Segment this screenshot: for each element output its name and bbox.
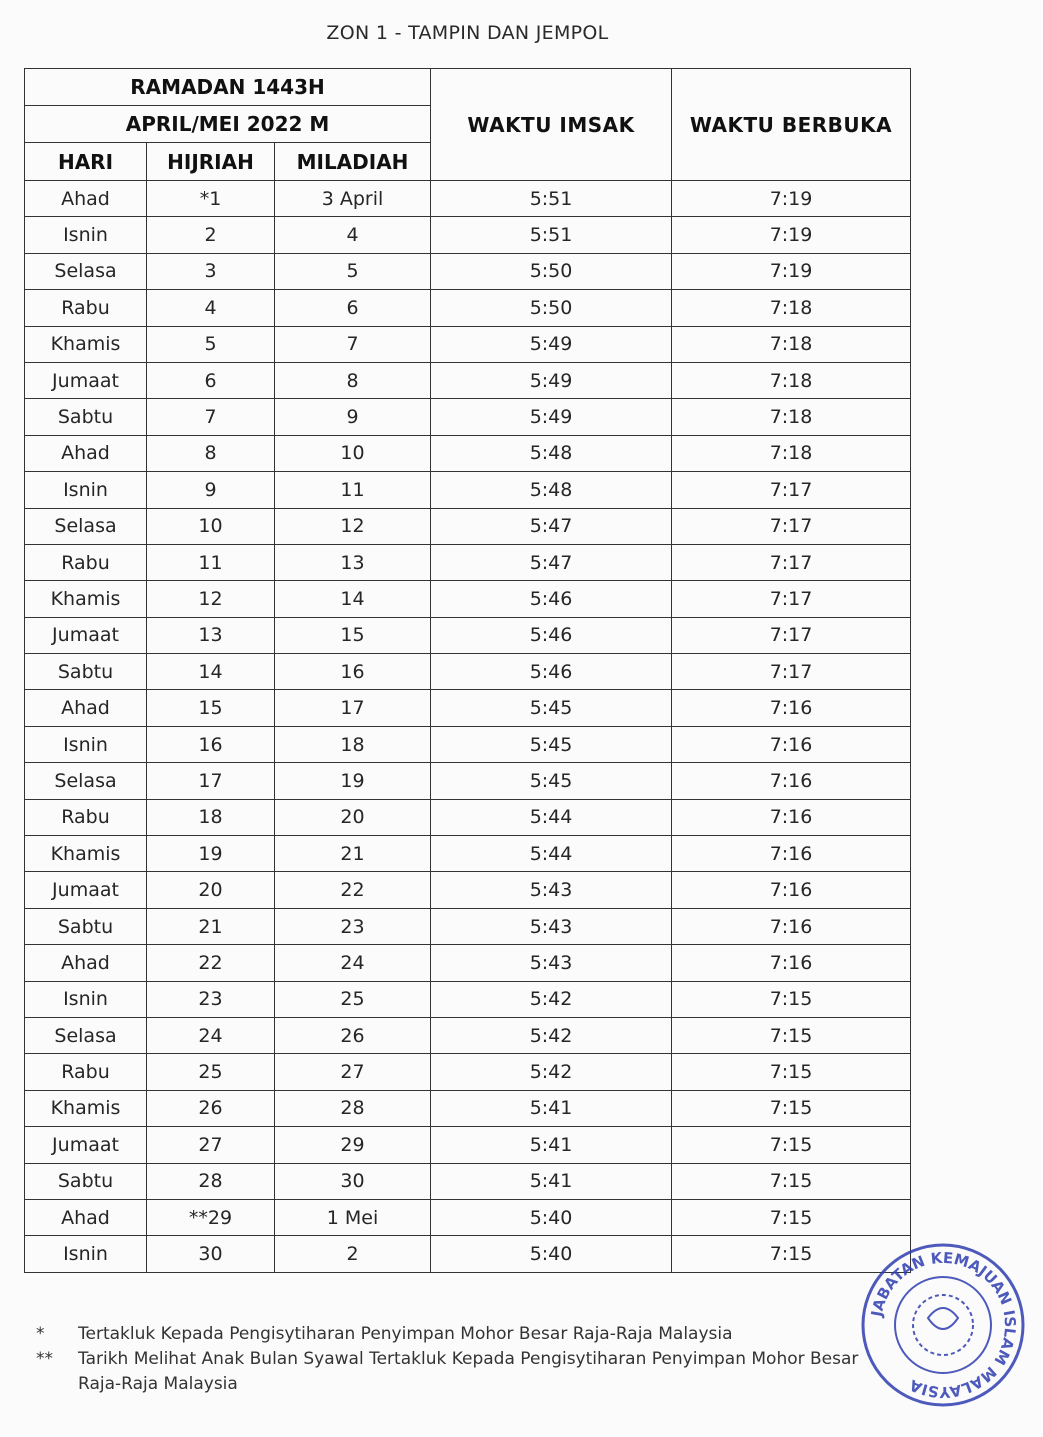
- cell-imsak: 5:45: [431, 690, 672, 726]
- table-row: [25, 1127, 911, 1163]
- schedule-body: [25, 181, 911, 1273]
- cell-imsak: 5:42: [431, 1017, 672, 1053]
- cell-hijriah: *1: [147, 181, 275, 217]
- cell-imsak: 5:41: [431, 1090, 672, 1126]
- cell-imsak: 5:49: [431, 326, 672, 362]
- cell-hari: Isnin: [25, 981, 147, 1017]
- cell-miladiah: 14: [275, 581, 431, 617]
- cell-imsak: 5:49: [431, 362, 672, 398]
- cell-hijriah: 25: [147, 1054, 275, 1090]
- cell-hari: Rabu: [25, 544, 147, 580]
- table-row: [25, 1017, 911, 1053]
- cell-miladiah: 24: [275, 945, 431, 981]
- cell-hari: Ahad: [25, 1199, 147, 1235]
- table-row: [25, 1163, 911, 1199]
- table-row: [25, 654, 911, 690]
- cell-imsak: 5:46: [431, 617, 672, 653]
- cell-berbuka: 7:16: [672, 690, 911, 726]
- cell-berbuka: 7:15: [672, 1236, 911, 1272]
- cell-hari: Rabu: [25, 1054, 147, 1090]
- cell-miladiah: 11: [275, 472, 431, 508]
- header-period: APRIL/MEI 2022 M: [25, 106, 431, 143]
- cell-hijriah: 28: [147, 1163, 275, 1199]
- table-row: [25, 290, 911, 326]
- cell-berbuka: 7:15: [672, 1090, 911, 1126]
- cell-imsak: 5:49: [431, 399, 672, 435]
- ramadan-schedule-table: [24, 68, 911, 1273]
- table-row: [25, 508, 911, 544]
- cell-imsak: 5:40: [431, 1236, 672, 1272]
- cell-miladiah: 1 Mei: [275, 1199, 431, 1235]
- cell-hari: Isnin: [25, 726, 147, 762]
- cell-hijriah: 7: [147, 399, 275, 435]
- cell-imsak: 5:50: [431, 253, 672, 289]
- cell-hijriah: 12: [147, 581, 275, 617]
- cell-hari: Sabtu: [25, 908, 147, 944]
- cell-imsak: 5:42: [431, 981, 672, 1017]
- cell-miladiah: 9: [275, 399, 431, 435]
- cell-hijriah: 23: [147, 981, 275, 1017]
- cell-miladiah: 3 April: [275, 181, 431, 217]
- cell-hari: Ahad: [25, 945, 147, 981]
- cell-hari: Isnin: [25, 472, 147, 508]
- table-row: [25, 362, 911, 398]
- cell-imsak: 5:43: [431, 872, 672, 908]
- table-row: [25, 981, 911, 1017]
- cell-berbuka: 7:15: [672, 1054, 911, 1090]
- cell-hijriah: 20: [147, 872, 275, 908]
- cell-miladiah: 18: [275, 726, 431, 762]
- header-month: RAMADAN 1443H: [25, 69, 431, 106]
- cell-hijriah: 15: [147, 690, 275, 726]
- cell-imsak: 5:47: [431, 508, 672, 544]
- cell-imsak: 5:43: [431, 908, 672, 944]
- cell-berbuka: 7:16: [672, 799, 911, 835]
- table-row: [25, 326, 911, 362]
- header-berbuka: WAKTU BERBUKA: [672, 69, 911, 181]
- table-row: [25, 217, 911, 253]
- cell-hari: Ahad: [25, 435, 147, 471]
- cell-miladiah: 4: [275, 217, 431, 253]
- cell-imsak: 5:45: [431, 763, 672, 799]
- cell-miladiah: 28: [275, 1090, 431, 1126]
- cell-miladiah: 22: [275, 872, 431, 908]
- cell-hari: Sabtu: [25, 654, 147, 690]
- cell-hari: Isnin: [25, 217, 147, 253]
- table-row: [25, 472, 911, 508]
- cell-miladiah: 13: [275, 544, 431, 580]
- cell-hijriah: 8: [147, 435, 275, 471]
- cell-miladiah: 2: [275, 1236, 431, 1272]
- cell-miladiah: 12: [275, 508, 431, 544]
- table-row: [25, 945, 911, 981]
- header-hari: HARI: [25, 143, 147, 181]
- cell-berbuka: 7:19: [672, 181, 911, 217]
- cell-hijriah: 4: [147, 290, 275, 326]
- cell-imsak: 5:46: [431, 581, 672, 617]
- cell-imsak: 5:44: [431, 799, 672, 835]
- cell-imsak: 5:48: [431, 472, 672, 508]
- cell-hijriah: 5: [147, 326, 275, 362]
- table-row: [25, 799, 911, 835]
- cell-berbuka: 7:15: [672, 1127, 911, 1163]
- cell-hijriah: 10: [147, 508, 275, 544]
- cell-berbuka: 7:19: [672, 217, 911, 253]
- cell-hijriah: 2: [147, 217, 275, 253]
- table-row: [25, 435, 911, 471]
- cell-berbuka: 7:16: [672, 908, 911, 944]
- header-miladiah: MILADIAH: [275, 143, 431, 181]
- cell-berbuka: 7:15: [672, 981, 911, 1017]
- cell-hijriah: 24: [147, 1017, 275, 1053]
- cell-hari: Rabu: [25, 290, 147, 326]
- cell-miladiah: 21: [275, 836, 431, 872]
- table-row: [25, 1199, 911, 1235]
- table-row: [25, 544, 911, 580]
- cell-berbuka: 7:18: [672, 399, 911, 435]
- footnote-1: [36, 1322, 886, 1347]
- table-row: [25, 253, 911, 289]
- table-row: [25, 1236, 911, 1272]
- table-row: [25, 726, 911, 762]
- cell-hari: Jumaat: [25, 1127, 147, 1163]
- cell-hari: Sabtu: [25, 1163, 147, 1199]
- cell-imsak: 5:47: [431, 544, 672, 580]
- cell-berbuka: 7:18: [672, 435, 911, 471]
- cell-hijriah: 27: [147, 1127, 275, 1163]
- cell-hijriah: 9: [147, 472, 275, 508]
- cell-berbuka: 7:17: [672, 472, 911, 508]
- cell-imsak: 5:40: [431, 1199, 672, 1235]
- cell-miladiah: 19: [275, 763, 431, 799]
- cell-miladiah: 6: [275, 290, 431, 326]
- cell-imsak: 5:45: [431, 726, 672, 762]
- table-row: [25, 617, 911, 653]
- cell-hijriah: 19: [147, 836, 275, 872]
- cell-berbuka: 7:18: [672, 290, 911, 326]
- cell-hijriah: 6: [147, 362, 275, 398]
- cell-hijriah: 17: [147, 763, 275, 799]
- cell-miladiah: 10: [275, 435, 431, 471]
- footnotes: [36, 1322, 886, 1397]
- cell-berbuka: 7:19: [672, 253, 911, 289]
- cell-miladiah: 29: [275, 1127, 431, 1163]
- cell-imsak: 5:41: [431, 1163, 672, 1199]
- cell-hijriah: 22: [147, 945, 275, 981]
- table-row: [25, 581, 911, 617]
- cell-miladiah: 15: [275, 617, 431, 653]
- cell-miladiah: 16: [275, 654, 431, 690]
- cell-hari: Sabtu: [25, 399, 147, 435]
- cell-hari: Isnin: [25, 1236, 147, 1272]
- header-hijriah: HIJRIAH: [147, 143, 275, 181]
- cell-berbuka: 7:18: [672, 326, 911, 362]
- footnote-2-mark: **: [36, 1349, 53, 1369]
- cell-imsak: 5:50: [431, 290, 672, 326]
- cell-berbuka: 7:17: [672, 508, 911, 544]
- cell-hari: Khamis: [25, 326, 147, 362]
- cell-berbuka: 7:18: [672, 362, 911, 398]
- cell-imsak: 5:46: [431, 654, 672, 690]
- cell-miladiah: 25: [275, 981, 431, 1017]
- cell-miladiah: 17: [275, 690, 431, 726]
- cell-hijriah: 3: [147, 253, 275, 289]
- footnote-1-text: Tertakluk Kepada Pengisytiharan Penyimpan Mohor Besar Raja-Raja Malaysia: [78, 1324, 733, 1344]
- cell-berbuka: 7:17: [672, 654, 911, 690]
- cell-berbuka: 7:17: [672, 581, 911, 617]
- cell-hari: Rabu: [25, 799, 147, 835]
- cell-hari: Ahad: [25, 690, 147, 726]
- cell-miladiah: 23: [275, 908, 431, 944]
- svg-text:JABATAN KEMAJUAN ISLAM MALAYSI: [867, 1249, 1019, 1402]
- cell-berbuka: 7:16: [672, 945, 911, 981]
- cell-hijriah: 18: [147, 799, 275, 835]
- cell-imsak: 5:48: [431, 435, 672, 471]
- table-row: [25, 872, 911, 908]
- table-row: [25, 763, 911, 799]
- cell-hari: Selasa: [25, 508, 147, 544]
- cell-hari: Ahad: [25, 181, 147, 217]
- cell-hari: Khamis: [25, 1090, 147, 1126]
- seal-ring-text: JABATAN KEMAJUAN ISLAM MALAYSIA: [867, 1248, 1020, 1402]
- cell-hari: Khamis: [25, 836, 147, 872]
- cell-berbuka: 7:15: [672, 1017, 911, 1053]
- cell-miladiah: 8: [275, 362, 431, 398]
- table-row: [25, 1090, 911, 1126]
- cell-berbuka: 7:16: [672, 872, 911, 908]
- cell-imsak: 5:41: [431, 1127, 672, 1163]
- cell-hari: Khamis: [25, 581, 147, 617]
- cell-miladiah: 5: [275, 253, 431, 289]
- table-row: [25, 181, 911, 217]
- table-row: [25, 908, 911, 944]
- cell-imsak: 5:51: [431, 217, 672, 253]
- cell-hijriah: **29: [147, 1199, 275, 1235]
- cell-miladiah: 27: [275, 1054, 431, 1090]
- cell-berbuka: 7:16: [672, 763, 911, 799]
- cell-hijriah: 11: [147, 544, 275, 580]
- cell-berbuka: 7:15: [672, 1163, 911, 1199]
- cell-miladiah: 7: [275, 326, 431, 362]
- table-row: [25, 399, 911, 435]
- table-row: [25, 690, 911, 726]
- cell-miladiah: 20: [275, 799, 431, 835]
- footnote-2: [36, 1347, 886, 1397]
- cell-hijriah: 26: [147, 1090, 275, 1126]
- cell-hari: Selasa: [25, 763, 147, 799]
- header-imsak: WAKTU IMSAK: [431, 69, 672, 181]
- cell-berbuka: 7:16: [672, 726, 911, 762]
- cell-miladiah: 26: [275, 1017, 431, 1053]
- cell-hari: Selasa: [25, 1017, 147, 1053]
- cell-hijriah: 21: [147, 908, 275, 944]
- cell-hijriah: 13: [147, 617, 275, 653]
- cell-imsak: 5:44: [431, 836, 672, 872]
- cell-berbuka: 7:17: [672, 617, 911, 653]
- cell-hari: Jumaat: [25, 872, 147, 908]
- cell-berbuka: 7:17: [672, 544, 911, 580]
- cell-hari: Selasa: [25, 253, 147, 289]
- cell-hijriah: 30: [147, 1236, 275, 1272]
- zone-title: ZON 1 - TAMPIN DAN JEMPOL: [326, 22, 609, 44]
- cell-berbuka: 7:16: [672, 836, 911, 872]
- cell-hari: Jumaat: [25, 617, 147, 653]
- table-row: [25, 1054, 911, 1090]
- cell-hijriah: 16: [147, 726, 275, 762]
- footnote-1-mark: *: [36, 1324, 45, 1344]
- cell-hari: Jumaat: [25, 362, 147, 398]
- table-row: [25, 836, 911, 872]
- cell-miladiah: 30: [275, 1163, 431, 1199]
- cell-imsak: 5:42: [431, 1054, 672, 1090]
- cell-berbuka: 7:15: [672, 1199, 911, 1235]
- cell-imsak: 5:43: [431, 945, 672, 981]
- cell-imsak: 5:51: [431, 181, 672, 217]
- cell-hijriah: 14: [147, 654, 275, 690]
- footnote-2-text: Tarikh Melihat Anak Bulan Syawal Tertakluk Kepada Pengisytiharan Penyimpan Mohor Besar Raja-Raja Malaysia: [78, 1349, 859, 1394]
- official-seal-icon: [858, 1240, 1028, 1410]
